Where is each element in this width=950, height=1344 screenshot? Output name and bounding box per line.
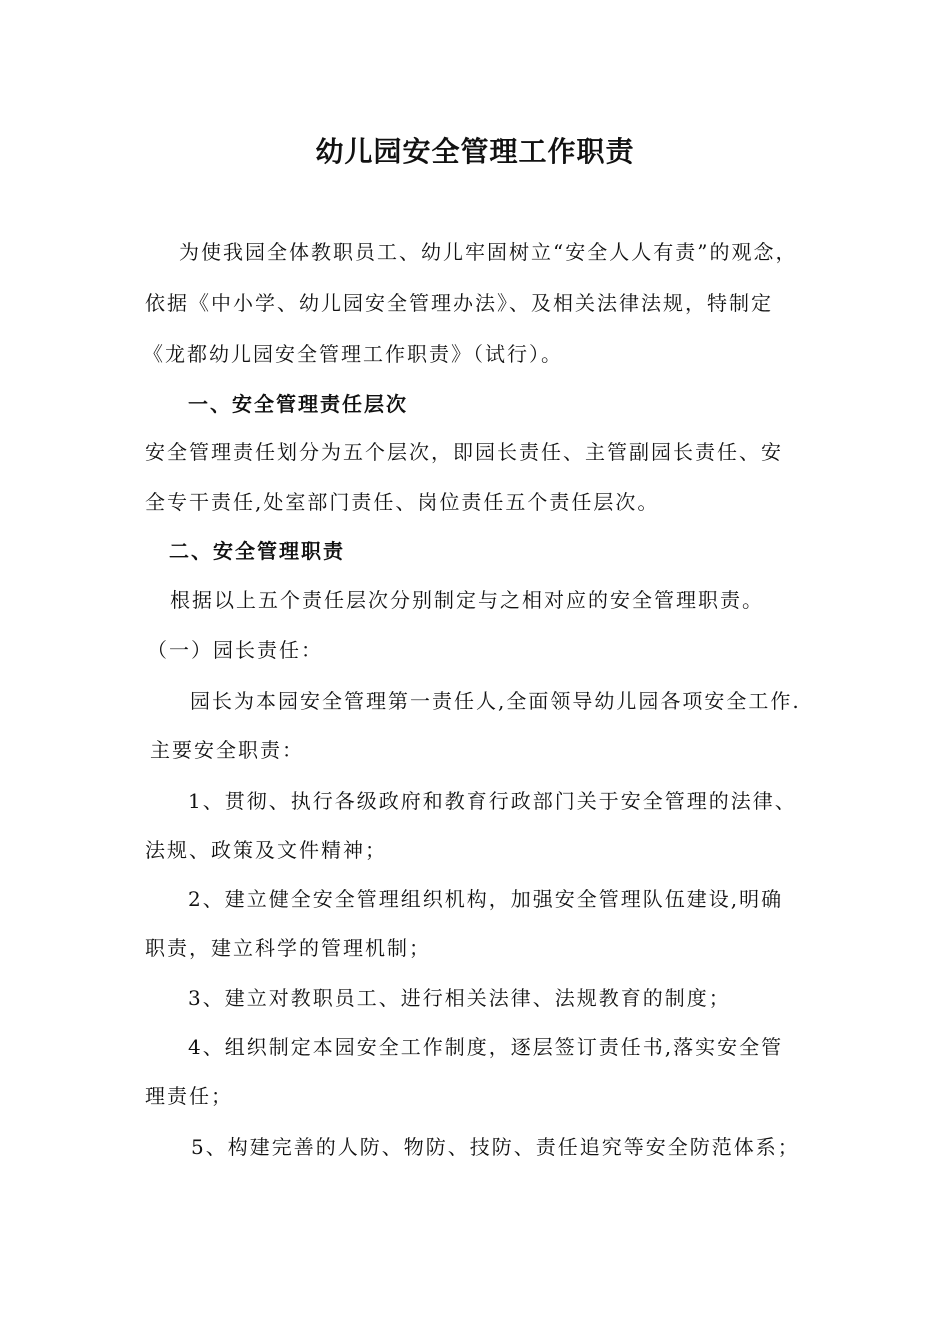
principal-description: 园长为本园安全管理第一责任人,全面领导幼儿园各项安全工作.	[190, 689, 801, 713]
section2-intro: 根据以上五个责任层次分别制定与之相对应的安全管理职责。	[170, 588, 764, 612]
duty-item-5-line-1: 5、构建完善的人防、物防、技防、责任追究等安全防范体系；	[191, 1135, 800, 1159]
section-heading-1: 一、安全管理责任层次	[188, 392, 408, 416]
duty-item-1-line-2: 法规、政策及文件精神；	[145, 838, 387, 862]
duty-item-3-line-1: 3、建立对教职员工、进行相关法律、法规教育的制度；	[188, 986, 731, 1010]
document-title: 幼儿园安全管理工作职责	[315, 135, 635, 168]
section-heading-2: 二、安全管理职责	[169, 539, 345, 563]
duty-item-1-line-1: 1、贯彻、执行各级政府和教育行政部门关于安全管理的法律、	[188, 789, 797, 813]
section1-line-2: 全专干责任,处室部门责任、岗位责任五个责任层次。	[145, 490, 660, 514]
section1-line-1: 安全管理责任划分为五个层次，即园长责任、主管副园长责任、安	[145, 440, 783, 464]
intro-line-2: 依据《中小学、幼儿园安全管理办法》、及相关法律法规，特制定	[145, 291, 773, 315]
intro-line-3: 《龙都幼儿园安全管理工作职责》（试行）。	[143, 342, 563, 366]
subsection-heading-1: （一）园长责任：	[147, 638, 323, 662]
duty-item-4-line-2: 理责任；	[145, 1084, 233, 1108]
duty-item-2-line-1: 2、建立健全安全管理组织机构，加强安全管理队伍建设,明确	[188, 887, 784, 911]
duty-item-2-line-2: 职责，建立科学的管理机制；	[145, 936, 431, 960]
intro-line-1: 为使我园全体教职员工、幼儿牢固树立“安全人人有责”的观念，	[179, 240, 798, 264]
duties-label: 主要安全职责：	[150, 738, 304, 762]
duty-item-4-line-1: 4、组织制定本园安全工作制度，逐层签订责任书,落实安全管	[188, 1035, 784, 1059]
